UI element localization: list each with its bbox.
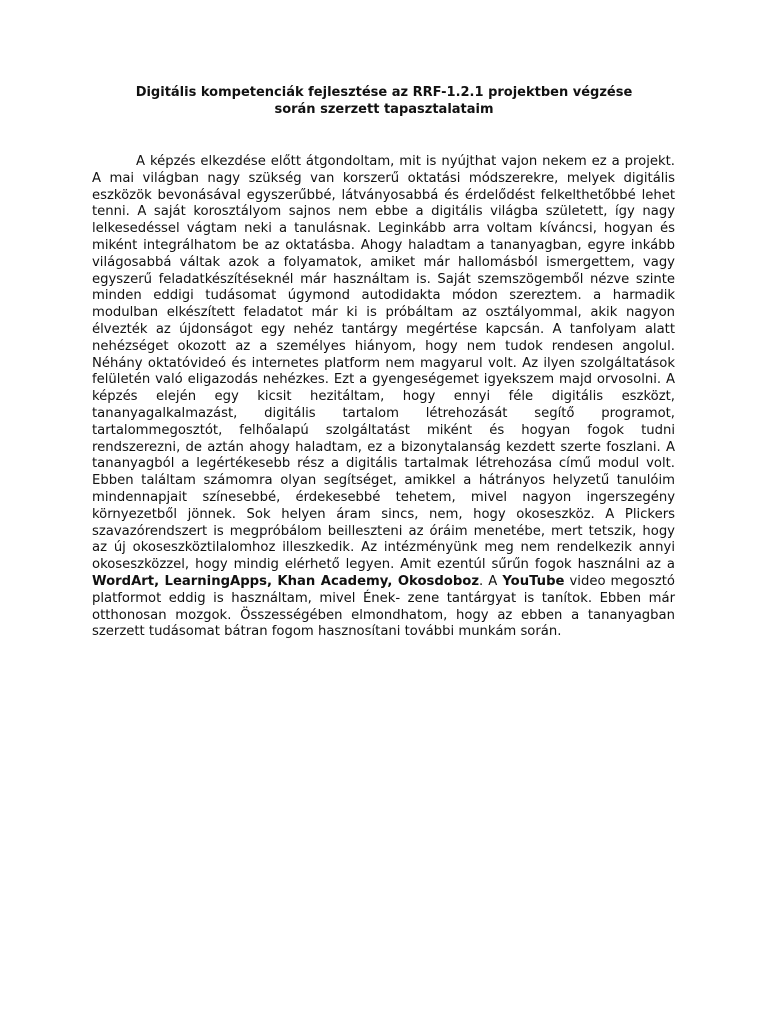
document-title	[92, 84, 676, 118]
body-paragraph	[92, 154, 675, 641]
title-line-2: során szerzett tapasztalataim	[274, 102, 494, 117]
tools-list-bold: WordArt, LearningApps, Khan Academy, Okosdoboz	[92, 573, 480, 589]
body-text-part-2: . A	[479, 573, 503, 589]
title-line-1: Digitális kompetenciák fejlesztése az RRF-1.2.1 projektben végzése	[135, 85, 633, 100]
youtube-bold: YouTube	[502, 573, 565, 589]
body-text-part-1: A képzés elkezdése előtt átgondoltam, mit is nyújthat vajon nekem ez a projekt. A mai világban nagy szükség van korszerű oktatási módszerekre, melyek digitális eszközök bevonásával egyszerűbbé, látványosabbá és érdelődést felkelthetőbbé lehet tenni. A saját korosztályom sajnos nem ebbe a digitális világba született, így nagy lelkesedéssel vágtam neki a tanulásnak. Leginkább arra voltam kíváncsi, hogyan és miként integrálhatom be az oktatásba. Ahogy haladtam a tananyagban, egyre inkább világosabbá váltak azok a folyamatok, amiket már hallomásból ismergettem, vagy egyszerű feladatkészítéseknél már használtam is. Saját szemszögemből nézve szinte minden eddigi tudásomat úgymond autodidakta módon szereztem. a harmadik modulban elkészített feladatot már ki is próbáltam az osztályommal, akik nagyon élvezték az újdonságot egy nehéz tantárgy megértése kapcsán. A tanfolyam alatt nehézséget okozott az a személyes hiányom, hogy nem tudok rendesen angolul. Néhány oktatóvideó és internetes platform nem magyarul volt. Az ilyen szolgáltatások felületén való eligazodás nehézkes. Ezt a gyengeségemet igyekszem majd orvosolni. A képzés elején egy kicsit hezitáltam, hogy ennyi féle digitális eszközt, tananyagalkalmazást, digitális tartalom létrehozását segítő programot, tartalommegosztót, felhőalapú szolgáltatást miként és hogyan fogok tudni rendszerezni, de aztán ahogy haladtam, ez a bizonytalanság kezdett szerte foszlani. A tananyagból a legértékesebb rész a digitális tartalmak létrehozása című modul volt. Ebben találtam számomra olyan segítséget, amikkel a hátrányos helyzetű tanulóim mindennapjait színesebbé, érdekesebbé tehetem, mivel nagyon ingerszegény környezetből jönnek. Sok helyen áram sincs, nem, hogy okoseszköz. A Plickers szavazórendszert is megpróbálom beilleszteni az óráim menetébe, mert tetszik, hogy az új okoseszköztilalomhoz illeszkedik. Az intézményünk meg nem rendelkezik annyi okoseszközzel, hogy mindig elérhető legyen. Amit ezentúl sűrűn fogok használni az a	[92, 154, 675, 573]
body-text-part-3: video megosztó platformot eddig is használtam, mivel Ének- zene tantárgyat is tanítok. Ebben már otthonosan mozgok. Összességében elmondhatom, hogy az ebben a tananyagban szerzett tudásomat bátran fogom hasznosítani további munkám során.	[92, 573, 675, 640]
